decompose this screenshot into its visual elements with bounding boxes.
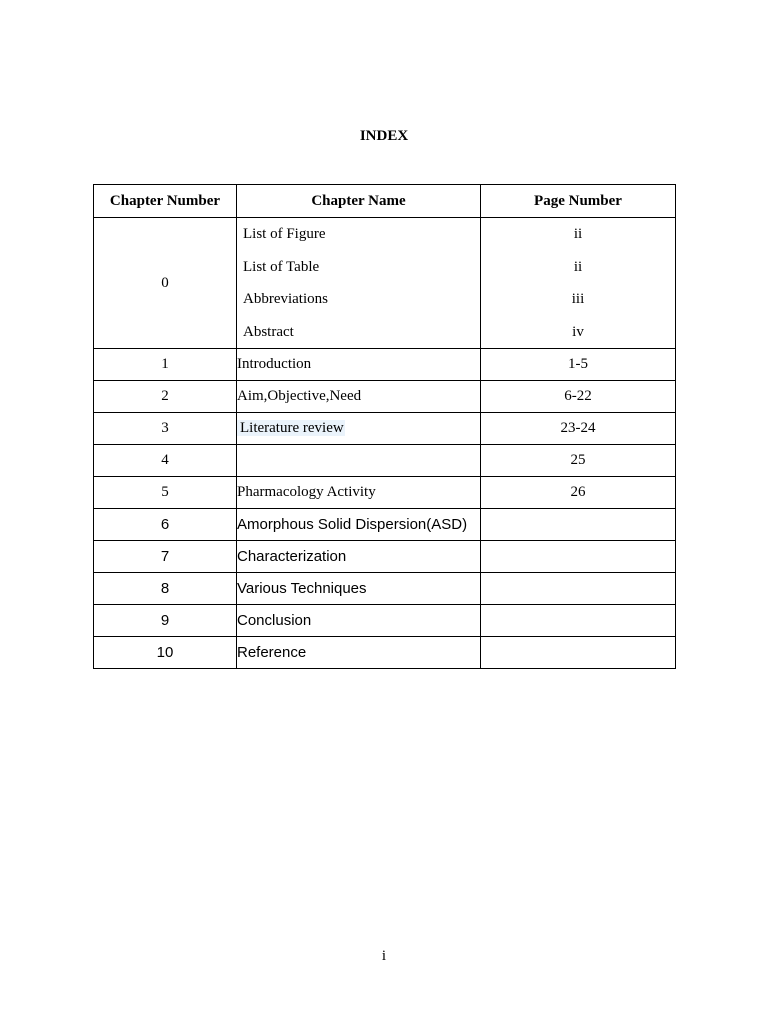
chapter-name-highlighted: Literature review: [237, 420, 345, 436]
table-header-row: [94, 185, 676, 218]
chapter-name: Pharmacology Activity: [237, 477, 481, 509]
table-row: [94, 509, 676, 541]
table-row: [94, 605, 676, 637]
chapter-number: 0: [94, 218, 237, 349]
table-row: [94, 573, 676, 605]
chapter-name: Amorphous Solid Dispersion(ASD): [237, 509, 481, 541]
page-number: [481, 541, 676, 573]
table-row: [94, 445, 676, 477]
index-table: [93, 184, 676, 669]
chapter-name: Conclusion: [237, 605, 481, 637]
chapter-number: 8: [94, 573, 237, 605]
page-number: [481, 605, 676, 637]
chapter-number: 6: [94, 509, 237, 541]
page-title: INDEX: [359, 128, 409, 144]
chapter-name: List of Table: [243, 258, 320, 275]
table-row: [94, 413, 676, 445]
page-number: [481, 637, 676, 669]
chapter-number: 10: [94, 637, 237, 669]
header-page-number: Page Number: [481, 185, 676, 218]
chapter-name: List of Figure: [243, 226, 326, 242]
chapter-number: 4: [94, 445, 237, 477]
chapter-name: Introduction: [237, 349, 481, 381]
page-number: 6-22: [481, 381, 676, 413]
page-number: iv: [572, 323, 584, 340]
page-number: 23-24: [481, 413, 676, 445]
chapter-number: 7: [94, 541, 237, 573]
chapter-number: 3: [94, 413, 237, 445]
page-number: 25: [481, 445, 676, 477]
page-number-cell: [481, 218, 676, 349]
chapter-number: 2: [94, 381, 237, 413]
chapter-number: 5: [94, 477, 237, 509]
page-number: [481, 573, 676, 605]
chapter-name-cell: [237, 218, 481, 349]
table-row-front-matter: [94, 218, 676, 349]
chapter-name: Abbreviations: [243, 291, 328, 307]
chapter-name: Various Techniques: [237, 573, 481, 605]
chapter-name: [237, 445, 481, 477]
chapter-number: 1: [94, 349, 237, 381]
header-chapter-name: Chapter Name: [237, 185, 481, 218]
table-row: [94, 349, 676, 381]
page-footer-number: i: [381, 948, 387, 964]
table-row: [94, 477, 676, 509]
header-chapter-number: Chapter Number: [94, 185, 237, 218]
chapter-number: 9: [94, 605, 237, 637]
table-row: [94, 381, 676, 413]
page-number: iii: [571, 291, 585, 307]
page-number: 1-5: [481, 349, 676, 381]
chapter-name: Aim,Objective,Need: [237, 381, 481, 413]
chapter-name: Abstract: [243, 323, 294, 340]
page-number: ii: [573, 226, 583, 242]
chapter-name-cell: [237, 413, 481, 445]
chapter-name: Characterization: [237, 541, 481, 573]
table-row: [94, 541, 676, 573]
table-row: [94, 637, 676, 669]
page-number: [481, 509, 676, 541]
page-number: ii: [573, 258, 583, 275]
chapter-name: Reference: [237, 637, 481, 669]
page-number: 26: [481, 477, 676, 509]
